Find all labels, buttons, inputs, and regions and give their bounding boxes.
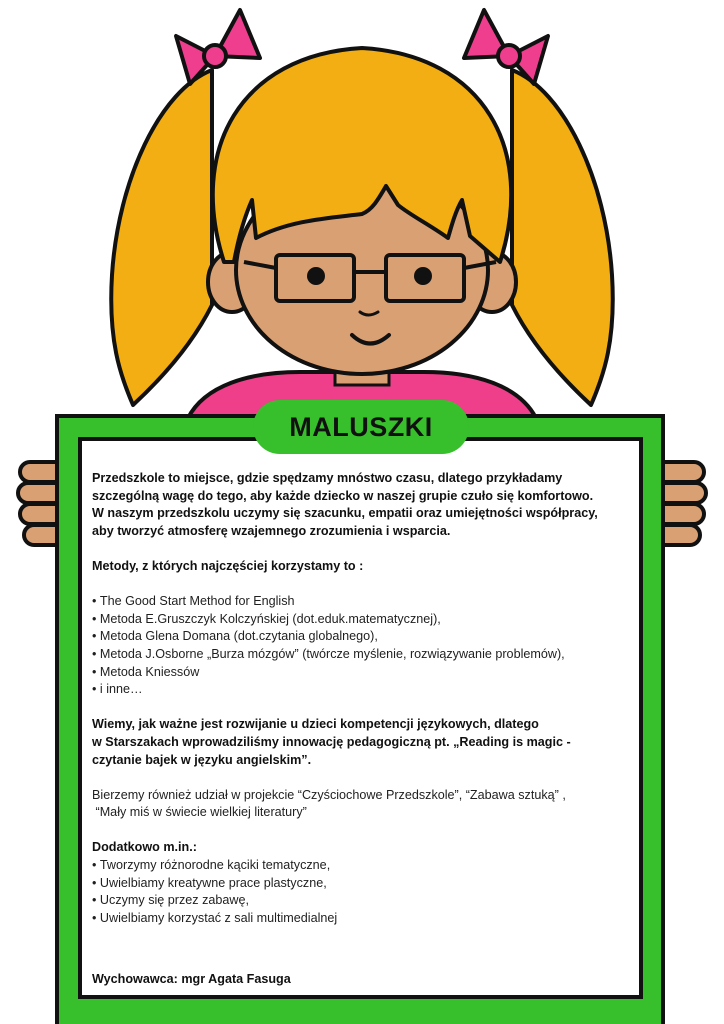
list-item: • Uwielbiamy korzystać z sali multimedialnej xyxy=(92,910,632,928)
left-eye xyxy=(307,267,325,285)
language-line: Wiemy, jak ważne jest rozwijanie u dzieci kompetencji językowych, dlatego xyxy=(92,717,539,732)
language-line: czytanie bajek w języku angielskim”. xyxy=(92,752,312,767)
list-item: • Metoda E.Gruszczyk Kolczyńskiej (dot.eduk.matematycznej), xyxy=(92,611,632,629)
list-item: • i inne… xyxy=(92,681,632,699)
left-ponytail xyxy=(111,70,212,405)
language-line: w Starszakach wprowadziliśmy innowację pedagogiczną pt. „Reading is magic - xyxy=(92,734,571,749)
list-item: • Uczymy się przez zabawę, xyxy=(92,892,632,910)
right-eye xyxy=(414,267,432,285)
methods-heading: Metody, z których najczęściej korzystamy to : xyxy=(92,558,364,573)
board-text xyxy=(92,470,632,927)
teacher-name: Wychowawca: mgr Agata Fasuga xyxy=(92,972,291,986)
intro-line: W naszym przedszkolu uczymy się szacunku, empatii oraz umiejętności współpracy, xyxy=(92,506,598,521)
list-item: • Uwielbiamy kreatywne prace plastyczne, xyxy=(92,875,632,893)
list-item: • Tworzymy różnorodne kąciki tematyczne, xyxy=(92,857,632,875)
methods-list xyxy=(92,593,632,699)
intro-line: aby tworzyć atmosferę wzajemnego zrozumienia i wsparcia. xyxy=(92,523,451,538)
list-item: • Metoda Glena Domana (dot.czytania globalnego), xyxy=(92,628,632,646)
list-item: • Metoda Kniessów xyxy=(92,664,632,682)
projects-line: Bierzemy również udział w projekcie “Czyściochowe Przedszkole”, “Zabawa sztuką” , xyxy=(92,787,566,802)
additional-heading: Dodatkowo m.in.: xyxy=(92,840,197,855)
list-item: • The Good Start Method for English xyxy=(92,593,632,611)
additional-list xyxy=(92,857,632,927)
projects-line: “Mały miś w świecie wielkiej literatury” xyxy=(92,805,307,820)
right-ponytail xyxy=(512,70,613,405)
group-title: MALUSZKI xyxy=(253,400,469,454)
intro-line: szczególną wagę do tego, aby każde dziecko w naszej grupie czuło się komfortowo. xyxy=(92,488,594,503)
list-item: • Metoda J.Osborne „Burza mózgów” (twórcze myślenie, rozwiązywanie problemów), xyxy=(92,646,632,664)
left-hair-bow-icon xyxy=(176,10,260,84)
right-hair-bow-icon xyxy=(464,10,548,84)
intro-line: Przedszkole to miejsce, gdzie spędzamy mnóstwo czasu, dlatego przykładamy xyxy=(92,471,563,485)
